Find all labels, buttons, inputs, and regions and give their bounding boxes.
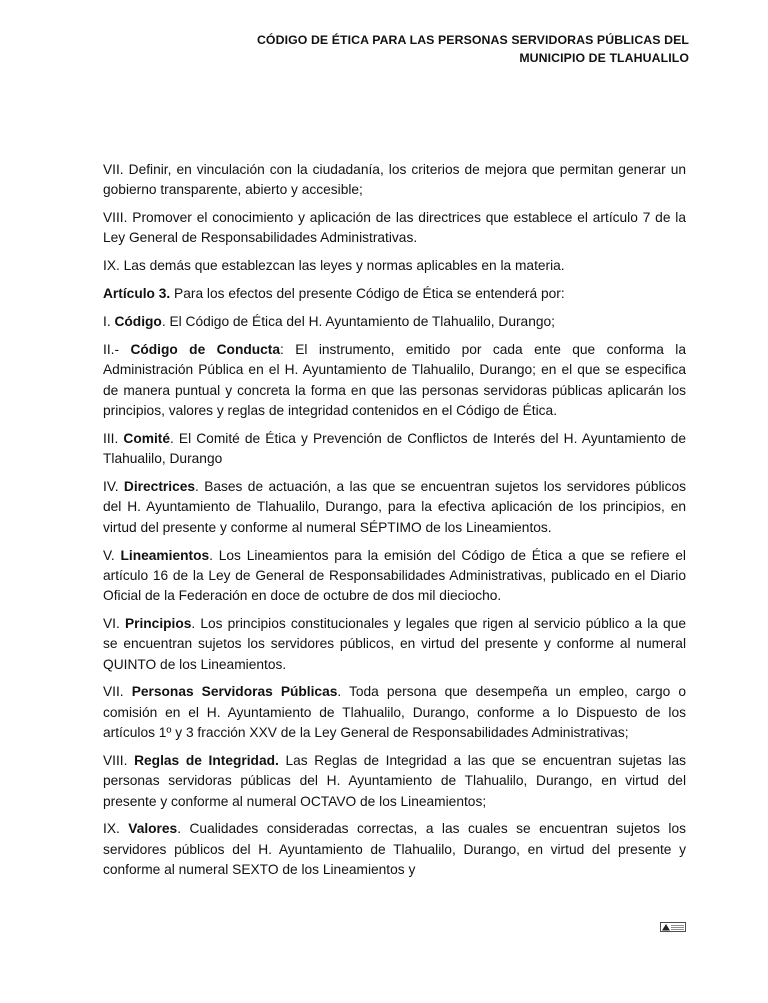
definition-term: Valores: [128, 821, 178, 837]
header-title-line-1: CÓDIGO DE ÉTICA PARA LAS PERSONAS SERVIDORAS PÚBLICAS DEL: [256, 33, 689, 47]
paragraph-fraction-ix: IX. Las demás que establezcan las leyes y normas aplicables en la materia.: [103, 258, 565, 274]
article-heading: Artículo 3.: [103, 286, 171, 302]
document-body: [103, 160, 686, 888]
definition-term: Principios: [124, 615, 192, 631]
definition-comite: [103, 429, 686, 470]
definition-text: . El Código de Ética del H. Ayuntamiento de Tlahualilo, Durango;: [161, 314, 555, 330]
definition-codigo-de-conducta: [103, 340, 686, 421]
definition-term: Reglas de Integridad.: [134, 752, 279, 768]
definition-term: Personas Servidoras Públicas: [131, 684, 338, 700]
definition-text: . Los Lineamientos para la emisión del Código de Ética a que se refiere el artículo 16 de la Ley de General de Responsabilidades Administrativas, publicado en el Diario Oficial de la Federación en doce de octubre de dos mil dieciocho.: [103, 547, 686, 604]
paragraph-fraction-vii: VII. Definir, en vinculación con la ciudadanía, los criterios de mejora que permitan generar un gobierno transparente, abierto y accesible;: [103, 162, 686, 198]
definition-number: VIII.: [103, 752, 135, 768]
definition-lineamientos: [103, 546, 686, 607]
definition-codigo: [103, 312, 686, 332]
municipal-logo-icon: [660, 922, 686, 932]
definition-number: I.: [103, 314, 115, 330]
definition-principios: [103, 614, 686, 675]
definition-term: Directrices: [123, 479, 196, 495]
definition-text: . Los principios constitucionales y legales que rigen al servicio público a la que se encuentran sujetos los servidores públicos, en virtud del presente y conforme al numeral QUINTO de los Lineamientos.: [103, 615, 686, 672]
paragraph-articulo-3: [103, 284, 686, 304]
definition-number: VI.: [103, 615, 125, 631]
article-text: Para los efectos del presente Código de Ética se entenderá por:: [170, 286, 565, 302]
definition-personas-servidoras-publicas: [103, 682, 686, 743]
header-title-line-2: MUNICIPIO DE TLAHUALILO: [519, 51, 689, 65]
definition-text: . Bases de actuación, a las que se encuentran sujetos los servidores públicos del H. Ayuntamiento de Tlahualilo, Durango, para la efectiva aplicación de los principios, en virtud del presente y conforme al numeral SÉPTIMO de los Lineamientos.: [103, 479, 686, 535]
definition-text: : El instrumento, emitido por cada ente que conforma la Administración Pública en el H. Ayuntamiento de Tlahualilo, Durango; en el que se especifica de manera puntual y concreta la forma en que las personas servidoras públicas aplicarán los principios, valores y reglas de integridad contenidos en el Código de Ética.: [103, 342, 686, 418]
definition-reglas-de-integridad: [103, 751, 686, 812]
paragraph-fraction-viii: VIII. Promover el conocimiento y aplicación de las directrices que establece el artículo 7 de la Ley General de Responsabilidades Administrativas.: [103, 210, 686, 246]
definition-term: Lineamientos: [120, 547, 210, 563]
definition-number: II.-: [103, 342, 131, 358]
definition-number: IX.: [103, 821, 129, 837]
definition-number: VII.: [103, 684, 132, 700]
definition-number: V.: [103, 547, 121, 563]
definition-term: Comité: [123, 430, 170, 446]
definition-text: . El Comité de Ética y Prevención de Conflictos de Interés del H. Ayuntamiento de Tlahualilo, Durango: [103, 430, 686, 467]
definition-number: IV.: [103, 479, 124, 495]
definition-valores: [103, 819, 686, 880]
definition-directrices: [103, 477, 686, 538]
definition-number: III.: [103, 430, 124, 446]
definition-text: Las Reglas de Integridad a las que se encuentran sujetas las personas servidoras públicas del H. Ayuntamiento de Tlahualilo, Durango, en virtud del presente y conforme al numeral OCTAVO de los Lineamientos;: [103, 752, 687, 809]
definition-text: . Toda persona que desempeña un empleo, cargo o comisión en el H. Ayuntamiento de Tlahualilo, Durango, conforme a lo Dispuesto de los artículos 1º y 3 fracción XXV de la Ley General de Responsabilidades Administrativas;: [103, 684, 686, 741]
definition-term: Código de Conducta: [130, 342, 281, 358]
definition-term: Código: [114, 314, 162, 330]
document-header: [169, 31, 689, 67]
definition-text: . Cualidades consideradas correctas, a las cuales se encuentran sujetos los servidores públicos del H. Ayuntamiento de Tlahualilo, Durango, en virtud del presente y conforme al numeral SEXTO de los Lineamientos y: [103, 821, 686, 878]
